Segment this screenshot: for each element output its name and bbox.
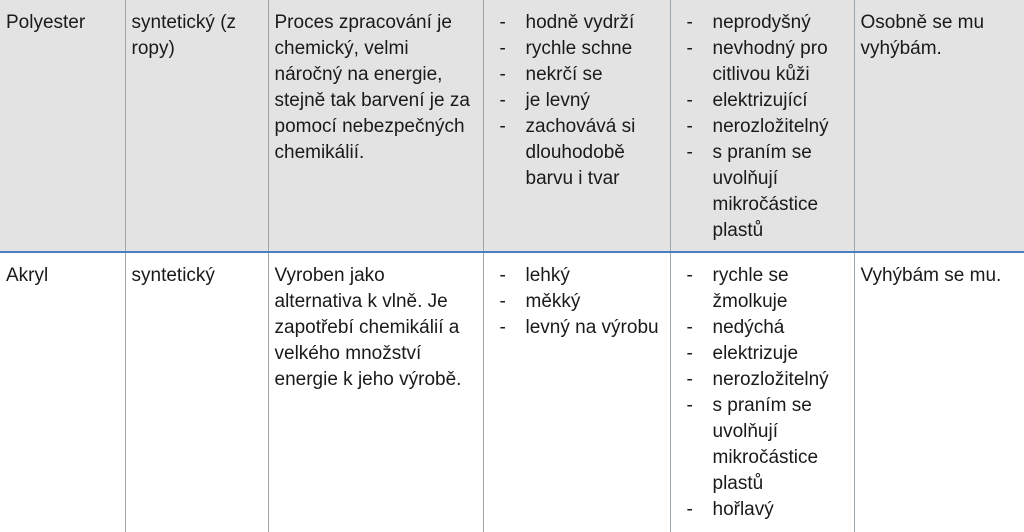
pros-list — [490, 263, 664, 341]
pros-cell — [483, 252, 670, 532]
list-item: - elektrizující — [686, 90, 808, 111]
process-cell: Vyroben jako alternativa k vlně. Je zapotřebí chemikálií a velkého množství energie k jeho výrobě. — [268, 252, 483, 532]
list-item: - nekrčí se — [499, 64, 603, 85]
list-item: - je levný — [499, 90, 590, 111]
list-item: - lehký — [499, 265, 570, 286]
list-item: - levný na výrobu — [499, 317, 659, 338]
process-cell: Proces zpracování je chemický, velmi náročný na energie, stejně tak barvení je za pomocí nebezpečných chemikálií. — [268, 0, 483, 252]
list-item: - s praním se uvolňují mikročástice plastů — [686, 142, 819, 241]
cons-list — [677, 263, 848, 523]
cons-cell — [670, 0, 854, 252]
list-item: - nerozložitelný — [686, 369, 829, 390]
list-item: - rychle schne — [499, 38, 633, 59]
material-cell: Polyester — [0, 0, 125, 252]
list-item: - hořlavý — [686, 499, 774, 520]
list-item: - měkký — [499, 291, 581, 312]
note-cell: Vyhýbám se mu. — [854, 252, 1024, 532]
list-item: - s praním se uvolňují mikročástice plastů — [686, 395, 819, 494]
note-cell: Osobně se mu vyhýbám. — [854, 0, 1024, 252]
list-item: - neprodyšný — [686, 12, 811, 33]
pros-list — [490, 10, 664, 192]
list-item: - nerozložitelný — [686, 116, 829, 137]
list-item: - elektrizuje — [686, 343, 799, 364]
pros-cell — [483, 0, 670, 252]
list-item: - rychle se žmolkuje — [686, 265, 789, 312]
type-cell: syntetický — [125, 252, 268, 532]
list-item: - nevhodný pro citlivou kůži — [686, 38, 828, 85]
cons-list — [677, 10, 848, 244]
cons-cell — [670, 252, 854, 532]
table-row — [0, 0, 1024, 252]
type-cell: syntetický (z ropy) — [125, 0, 268, 252]
list-item: - nedýchá — [686, 317, 785, 338]
material-cell: Akryl — [0, 252, 125, 532]
list-item: - hodně vydrží — [499, 12, 635, 33]
table-row — [0, 252, 1024, 532]
list-item: - zachovává si dlouhodobě barvu i tvar — [499, 116, 636, 189]
